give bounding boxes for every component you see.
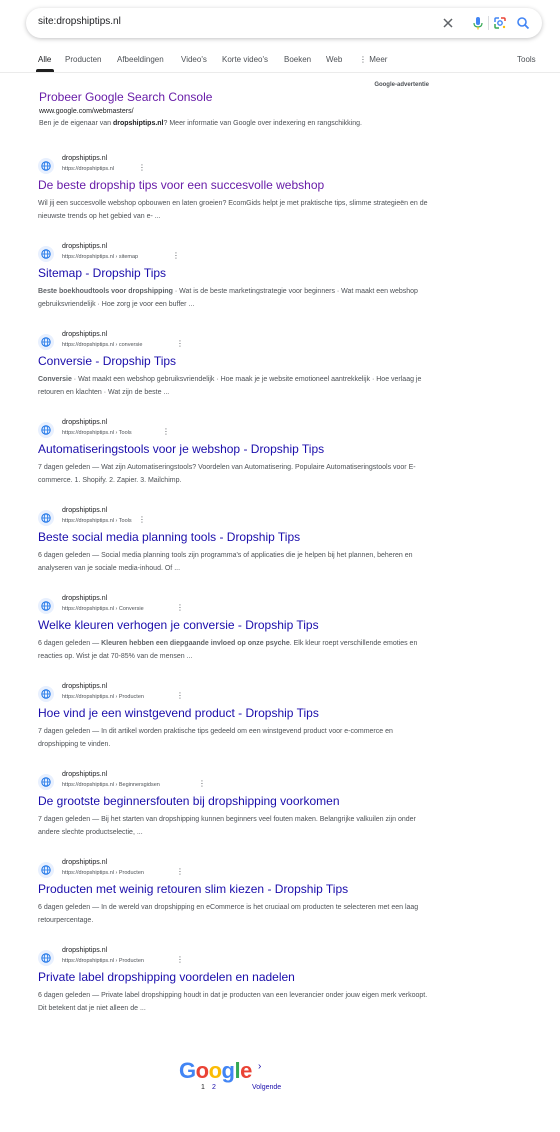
result-snippet [38, 549, 430, 575]
result-snippet-text: Bij het starten van dropshipping kunnen beginners veel fouten maken. Belangrijke valkuilen zijn onder andere slechte productselectie, ... [38, 816, 416, 836]
search-input[interactable]: site:dropshiptips.nl [38, 16, 121, 27]
tab-meer-label: Meer [369, 55, 388, 64]
next-page-link[interactable]: Volgende [252, 1084, 282, 1091]
result-snippet-text: In dit artikel worden praktische tips gedeeld om een winstgevend product voor e-commerce en dropshipping te vinden. [38, 728, 393, 748]
result-title-link[interactable]: Welke kleuren verhogen je conversie - Dropship Tips [38, 618, 319, 632]
search-icon[interactable] [515, 15, 531, 31]
search-result [38, 947, 430, 1030]
ad-title-link[interactable]: Probeer Google Search Console [39, 90, 213, 104]
result-snippet [38, 637, 430, 663]
tab-web[interactable]: Web [326, 55, 343, 64]
more-options-icon[interactable]: ⋮ [162, 427, 170, 436]
more-options-icon[interactable]: ⋮ [176, 691, 184, 700]
result-url[interactable]: https://dropshiptips.nl › Producten [62, 694, 144, 700]
result-snippet [38, 725, 430, 751]
result-url[interactable]: https://dropshiptips.nl › Tools [62, 430, 132, 436]
logo-letter: G [179, 1058, 196, 1083]
result-url[interactable]: https://dropshiptips.nl [62, 166, 114, 172]
more-options-icon[interactable]: ⋮ [176, 339, 184, 348]
more-options-icon[interactable]: ⋮ [138, 163, 146, 172]
result-title-link[interactable]: De beste dropship tips voor een succesvolle webshop [38, 178, 325, 192]
result-snippet-text: Social media planning tools zijn programma's of applicaties die je helpen bij het plannen, beheren en analyseren van je sociale media-inhoud. Of ... [38, 552, 413, 572]
result-snippet [38, 285, 430, 311]
result-url[interactable]: https://dropshiptips.nl › Beginnersgidsen [62, 782, 160, 788]
search-result [38, 155, 430, 238]
result-title-link[interactable]: Producten met weinig retouren slim kiezen - Dropship Tips [38, 882, 349, 896]
result-title-link[interactable]: Conversie - Dropship Tips [38, 354, 177, 368]
search-result [38, 419, 430, 502]
globe-icon [38, 422, 54, 438]
microphone-icon[interactable] [470, 15, 486, 31]
tab-alle[interactable]: Alle [38, 55, 52, 64]
result-title-link[interactable]: Beste social media planning tools - Dropship Tips [38, 530, 301, 544]
tab-producten[interactable]: Producten [65, 55, 102, 64]
search-divider [488, 16, 489, 30]
result-date: 6 dagen geleden — [38, 640, 102, 647]
more-options-icon[interactable]: ⋮ [176, 955, 184, 964]
result-site-name[interactable]: dropshiptips.nl [62, 507, 108, 514]
globe-icon [38, 598, 54, 614]
result-site-name[interactable]: dropshiptips.nl [62, 859, 108, 866]
result-title-link[interactable]: Hoe vind je een winstgevend product - Dropship Tips [38, 706, 319, 720]
globe-icon [38, 510, 54, 526]
page-1: 1 [201, 1084, 205, 1091]
ad-url[interactable]: www.google.com/webmasters/ [39, 108, 134, 115]
result-snippet-text: Wat zijn Automatiseringstools? Voordelen van Automatisering. Populaire Automatiseringstools voor E-commerce. 1. Shopify. 2. Zapier. 3. Mailchimp. [38, 464, 416, 484]
more-options-icon[interactable]: ⋮ [172, 251, 180, 260]
result-url[interactable]: https://dropshiptips.nl › sitemap [62, 254, 139, 260]
result-date: 6 dagen geleden — [38, 552, 102, 559]
result-title-link[interactable]: Automatiseringstools voor je webshop - Dropship Tips [38, 442, 325, 456]
ad-description: Ben je de eigenaar van dropshiptips.nl? Meer informatie van Google over indexering en rangschikking. [39, 120, 362, 127]
result-snippet-bold: Conversie [38, 376, 72, 383]
more-options-icon[interactable]: ⋮ [198, 779, 206, 788]
result-snippet-text: Private label dropshipping houdt in dat je producten van een leverancier onder jouw eigen merk verkoopt. Dit betekent dat je niet alleen de ... [38, 992, 428, 1012]
result-snippet [38, 461, 430, 487]
globe-icon [38, 862, 54, 878]
search-result [38, 331, 430, 414]
logo-letter: e [240, 1058, 252, 1083]
close-icon[interactable] [440, 15, 456, 31]
result-snippet-text: In de wereld van dropshipping en eCommerce is het cruciaal om producten te selecteren met een laag retourpercentage. [38, 904, 419, 924]
globe-icon [38, 950, 54, 966]
logo-letter: g [221, 1058, 235, 1083]
result-snippet [38, 901, 430, 927]
search-result [38, 595, 430, 678]
more-options-icon[interactable]: ⋮ [138, 515, 146, 524]
result-snippet [38, 989, 430, 1015]
search-tabs [0, 52, 560, 73]
result-site-name[interactable]: dropshiptips.nl [62, 595, 108, 602]
search-box[interactable] [26, 8, 542, 38]
result-snippet-text: Wil jij een succesvolle webshop opbouwen en laten groeien? EcomGids helpt je met praktische tips, slimme strategieën en de nieuwste trends op het gebied van e- ... [38, 200, 428, 220]
logo-letter: l [234, 1058, 241, 1083]
result-title-link[interactable]: Private label dropshipping voordelen en nadelen [38, 970, 295, 984]
globe-icon [38, 158, 54, 174]
result-site-name[interactable]: dropshiptips.nl [62, 771, 108, 778]
logo-letter: o [195, 1058, 209, 1083]
google-logo [179, 1058, 252, 1084]
tab-videos[interactable]: Video's [181, 55, 207, 64]
result-snippet [38, 373, 430, 399]
result-url[interactable]: https://dropshiptips.nl › Tools [62, 518, 132, 524]
globe-icon [38, 774, 54, 790]
result-site-name[interactable]: dropshiptips.nl [62, 683, 108, 690]
result-url[interactable]: https://dropshiptips.nl › Producten [62, 958, 144, 964]
result-snippet-bold: Kleuren hebben een diepgaande invloed op onze psyche [101, 640, 290, 647]
more-vert-icon: ⋮ [359, 55, 367, 64]
result-url[interactable]: https://dropshiptips.nl › conversie [62, 342, 143, 348]
more-options-icon[interactable]: ⋮ [176, 603, 184, 612]
result-title-link[interactable]: De grootste beginnersfouten bij dropshipping voorkomen [38, 794, 340, 808]
search-result [38, 243, 430, 326]
chevron-right-icon[interactable]: › [258, 1061, 262, 1072]
globe-icon [38, 686, 54, 702]
result-snippet-bold: Beste boekhoudtools voor dropshipping [38, 288, 173, 295]
logo-letter: o [208, 1058, 222, 1083]
search-result [38, 507, 430, 590]
globe-icon [38, 246, 54, 262]
tab-korte-videos[interactable]: Korte video's [222, 55, 268, 64]
result-date: 7 dagen geleden — [38, 816, 102, 823]
result-site-name[interactable]: dropshiptips.nl [62, 331, 108, 338]
result-date: 7 dagen geleden — [38, 464, 102, 471]
result-snippet [38, 197, 430, 223]
result-url[interactable]: https://dropshiptips.nl › Producten [62, 870, 144, 876]
result-site-name[interactable]: dropshiptips.nl [62, 419, 108, 426]
page-2[interactable]: 2 [212, 1084, 216, 1091]
camera-lens-icon[interactable] [492, 15, 508, 31]
tab-meer[interactable] [359, 55, 387, 64]
result-snippet-text: · Wat maakt een webshop gebruiksvriendelijk · Hoe maak je je website emotioneel aantrekkelijk · Hoe verlaag je retouren en klachten · Wat zijn de beste ... [38, 376, 422, 396]
more-options-icon[interactable]: ⋮ [176, 867, 184, 876]
result-site-name[interactable]: dropshiptips.nl [62, 947, 108, 954]
result-snippet-text: . Elk kleur roept verschillende emoties en reacties op. Wist je dat 70-85% van de mensen ... [38, 640, 418, 660]
result-title-link[interactable]: Sitemap - Dropship Tips [38, 266, 167, 280]
ad-label: Google-advertentie [374, 82, 429, 88]
result-url[interactable]: https://dropshiptips.nl › Conversie [62, 606, 144, 612]
tools-button[interactable]: Tools [517, 55, 536, 64]
search-result [38, 683, 430, 766]
result-snippet-text: · Wat is de beste marketingstrategie voor beginners · Wat maakt een webshop gebruiksvriendelijk · Hoe zorg je voor een buffer ... [38, 288, 418, 308]
tab-afbeeldingen[interactable]: Afbeeldingen [117, 55, 164, 64]
active-tab-indicator [36, 69, 54, 72]
result-snippet [38, 813, 430, 839]
result-site-name[interactable]: dropshiptips.nl [62, 243, 108, 250]
tab-boeken[interactable]: Boeken [284, 55, 312, 64]
result-date: 6 dagen geleden — [38, 904, 102, 911]
result-date: 7 dagen geleden — [38, 728, 102, 735]
search-result [38, 771, 430, 854]
result-site-name[interactable]: dropshiptips.nl [62, 155, 108, 162]
result-date: 6 dagen geleden — [38, 992, 102, 999]
globe-icon [38, 334, 54, 350]
search-result [38, 859, 430, 942]
